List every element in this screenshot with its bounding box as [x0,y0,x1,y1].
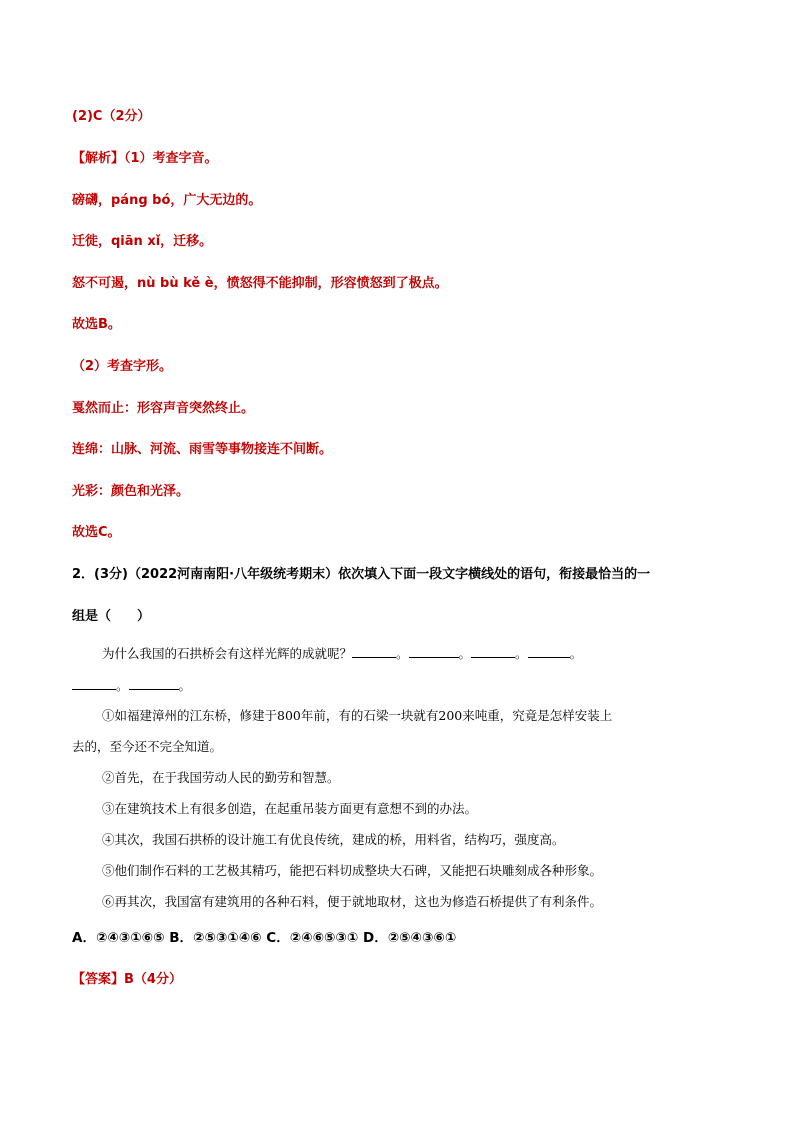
option-sentence: ⑥再其次，我国富有建筑用的各种石料，便于就地取材，这也为修造石桥提供了有利条件。 [102,894,603,909]
question-stem-line: 组是（ ） [72,609,151,624]
question-stem-line: 2．(3分)（2022河南南阳·八年级统考期末）依次填入下面一段文字横线处的语句，衔接最恰当的一 [72,567,651,582]
fill-blank[interactable] [352,645,396,658]
passage-text: 为什么我国的石拱桥会有这样光辉的成就呢？ [102,646,353,661]
analysis-line: 故选B。 [72,317,121,332]
fill-blank[interactable] [409,645,459,658]
analysis-line: 迁徙，qiān xǐ，迁移。 [72,234,213,249]
q1-sub-answer: (2)C（2分） [72,109,151,124]
fill-blank[interactable] [471,645,515,658]
analysis-line: 连绵：山脉、河流、雨雪等事物接连不间断。 [72,442,333,457]
option-sentence: ②首先，在于我国劳动人民的勤劳和智慧。 [102,770,340,785]
answer-key: 【答案】B（4分） [72,972,182,987]
option-sentence: 去的，至今还不完全知道。 [72,739,223,754]
analysis-header: 【解析】（1）考查字音。 [72,151,218,166]
analysis-line: 怒不可遏，nù bù kě è，愤怒得不能抑制，形容愤怒到了极点。 [72,276,448,291]
analysis-line: 故选C。 [72,525,121,540]
fill-blank[interactable] [72,677,116,690]
answer-choices: A．②④③①⑥⑤ B．②⑤③①④⑥ C．②④⑥⑤③① D．②⑤④③⑥① [72,930,457,946]
option-sentence: ⑤他们制作石料的工艺极其精巧，能把石料切成整块大石碑，又能把石块雕刻成各种形象。 [102,863,603,878]
passage-line: 。 。 [72,677,191,695]
passage-line: 为什么我国的石拱桥会有这样光辉的成就呢？ 。 。 。 。 [102,646,583,661]
option-sentence: ①如福建漳州的江东桥，修建于800年前，有的石梁一块就有200来吨重，究竟是怎样安装上 [102,708,613,723]
fill-blank[interactable] [528,645,570,658]
analysis-line: 光彩：颜色和光泽。 [72,484,190,499]
fill-blank[interactable] [129,677,179,690]
analysis-line: 磅礴，páng bó，广大无边的。 [72,193,262,208]
analysis-line: （2）考查字形。 [72,359,173,374]
analysis-line: 戛然而止：形容声音突然终止。 [72,401,255,416]
option-sentence: ④其次，我国石拱桥的设计施工有优良传统，建成的桥，用料省，结构巧，强度高。 [102,832,565,847]
option-sentence: ③在建筑技术上有很多创造，在起重吊装方面更有意想不到的办法。 [102,801,478,816]
